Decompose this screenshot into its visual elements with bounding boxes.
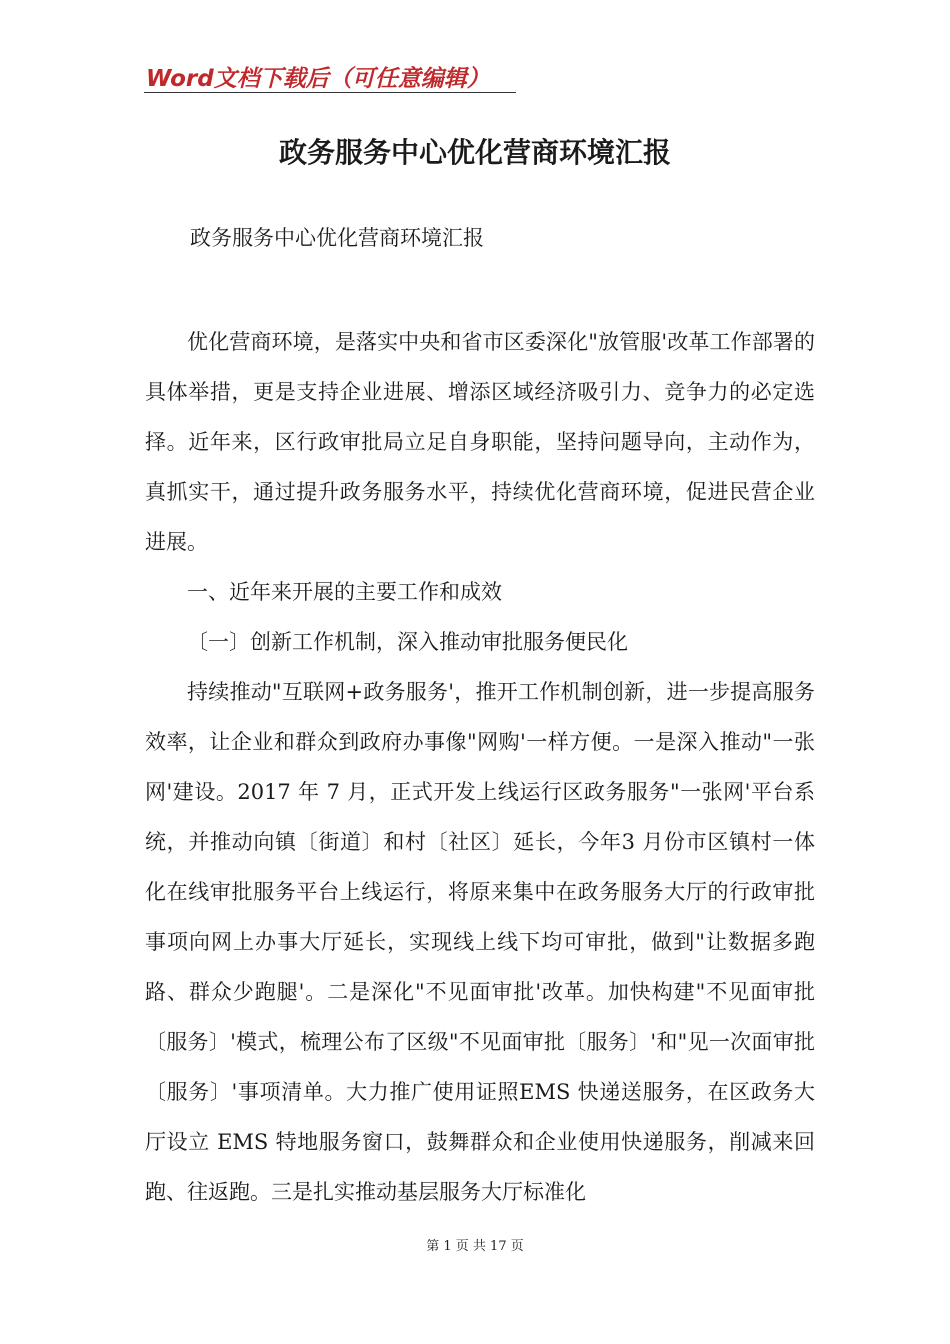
watermark-underline	[144, 92, 516, 93]
document-subtitle: 政务服务中心优化营商环境汇报	[190, 226, 484, 250]
subsection-heading: 〔一〕创新工作机制，深入推动审批服务便民化	[187, 630, 628, 654]
page-number: 第 1 页 共 17 页	[426, 1239, 524, 1254]
document-body	[145, 317, 815, 1217]
document-title: 政务服务中心优化营商环境汇报	[278, 136, 671, 169]
body-paragraph: 持续推动"互联网+政务服务'，推开工作机制创新，进一步提高服务效率，让企业和群众到政府办事像"网购'一样方便。一是深入推动"一张网'建设。2017 年 7 月，正式开发上线运行区政务服务"一张网'平台系统，并推动向镇〔街道〕和村〔社区〕延长，今年3 月份市区镇村一体化在线审批服务平台上线运行，将原来集中在政务服务大厅的行政审批事项向网上办事大厅延长，实现线上线下均可审批，做到"让数据多跑路、群众少跑腿'。二是深化"不见面审批'改革。加快构建"不见面审批〔服务〕'模式，梳理公布了区级"不见面审批〔服务〕'和"见一次面审批〔服务〕'事项清单。大力推广使用证照EMS 快递送服务，在区政务大厅设立 EMS 特地服务窗口，鼓舞群众和企业使用快递服务，削减来回跑、往返跑。三是扎实推动基层服务大厅标准化	[145, 680, 815, 1204]
download-watermark: Word文档下载后（可任意编辑）	[146, 66, 490, 92]
section-heading: 一、近年来开展的主要工作和成效	[187, 580, 502, 604]
intro-paragraph: 优化营商环境，是落实中央和省市区委深化"放管服'改革工作部署的具体举措，更是支持企业进展、增添区域经济吸引力、竞争力的必定选择。近年来，区行政审批局立足自身职能，坚持问题导向，主动作为，真抓实干，通过提升政务服务水平，持续优化营商环境，促进民营企业进展。	[145, 330, 815, 554]
